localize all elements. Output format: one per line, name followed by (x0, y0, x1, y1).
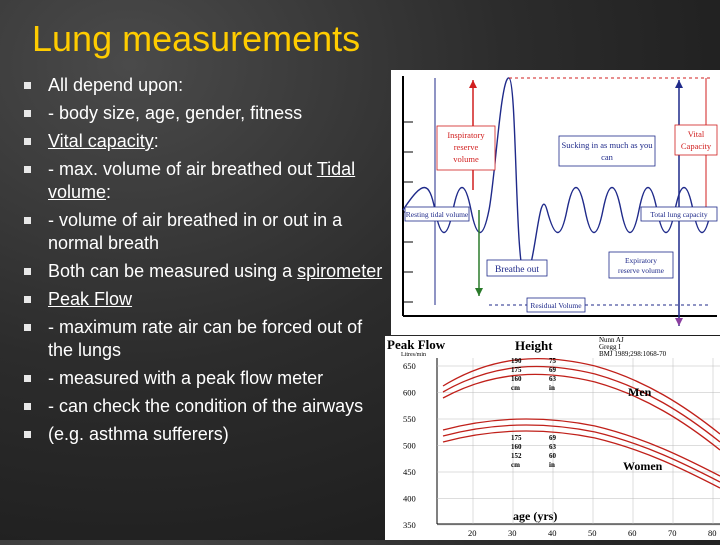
y-tick-label: 550 (403, 414, 416, 424)
slide-title: Lung measurements (32, 18, 361, 59)
peak-flow-curve (443, 359, 720, 434)
bullet-marker (24, 375, 31, 382)
vital-label-2: Capacity (680, 141, 712, 151)
x-tick-label: 50 (588, 528, 597, 538)
height-value: in (549, 461, 555, 469)
bullet-marker (24, 110, 31, 117)
height-value: 69 (549, 434, 556, 442)
expiratory-label-2: reserve volume (617, 266, 665, 275)
inspiratory-label-1: Inspiratory (447, 130, 485, 140)
x-tick-label: 70 (668, 528, 677, 538)
pf-source-2: Gregg I (599, 343, 621, 351)
bullet-text: - body size, age, gender, fitness (48, 103, 303, 123)
height-value: 175 (511, 434, 522, 442)
bullet-marker (24, 166, 31, 173)
y-tick-label: 600 (403, 387, 416, 398)
inspiratory-label-2: reserve (453, 142, 479, 152)
bullet-text: Vital capacity (48, 131, 154, 151)
sucking-label-2: can (601, 152, 613, 162)
height-value: 160 (511, 443, 522, 451)
bullet-marker (24, 138, 31, 145)
x-tick-label: 40 (548, 528, 557, 538)
height-value: cm (511, 461, 520, 469)
height-value: 190 (511, 357, 522, 365)
bullet-marker (24, 268, 31, 275)
bullet-marker (24, 296, 31, 303)
men-label: Men (628, 385, 652, 399)
bullet-item (24, 260, 384, 283)
height-value: 152 (511, 452, 522, 460)
pf-units: Litres/min (401, 352, 426, 358)
height-value: 60 (549, 452, 556, 460)
bullet-item (24, 288, 384, 311)
bullet-marker (24, 217, 31, 224)
x-tick-label: 20 (468, 528, 477, 538)
x-tick-label: 60 (628, 528, 637, 538)
height-value: 75 (549, 357, 556, 365)
bullet-item (24, 74, 384, 97)
bullet-text: - maximum rate air can be forced out of the lungs (48, 317, 363, 360)
x-tick-label: 30 (508, 528, 517, 538)
bullet-item (24, 209, 384, 255)
height-value: in (549, 384, 555, 392)
inspiratory-label-3: volume (453, 154, 479, 164)
y-tick-label: 450 (403, 467, 416, 477)
bullet-item (24, 367, 384, 390)
vital-label-1: Vital (687, 129, 705, 139)
bullet-list (24, 74, 384, 451)
bullet-item (24, 316, 384, 362)
bullet-item (24, 158, 384, 204)
resting-tidal-label: Resting tidal volume (405, 210, 469, 219)
height-value: cm (511, 384, 520, 392)
residual-label: Residual Volume (530, 301, 582, 310)
y-tick-label: 650 (403, 361, 416, 371)
bullet-marker (24, 324, 31, 331)
pf-x-title: age (yrs) (513, 509, 558, 523)
peak-flow-chart (385, 336, 720, 540)
y-tick-label: 500 (403, 440, 416, 451)
breathe-out-label: Breathe out (494, 265, 540, 275)
pf-title: Peak Flow (387, 337, 446, 352)
height-value: 160 (511, 375, 522, 383)
height-value: 175 (511, 366, 522, 374)
women-label: Women (623, 459, 663, 473)
bullet-text: - max. volume of air breathed out (48, 159, 317, 179)
peak-flow-curve (443, 431, 720, 488)
bullet-text: - can check the condition of the airways (48, 396, 364, 416)
bullet-item (24, 130, 384, 153)
spiro-breathing-trace (403, 78, 711, 275)
bullet-text: spirometer (297, 261, 383, 281)
bullet-text: Tidal volume (48, 159, 356, 202)
height-value: 69 (549, 366, 556, 374)
sucking-label-1: Sucking in as much as you (561, 140, 653, 150)
bullet-text: Peak Flow (48, 289, 133, 309)
bullet-text: : (153, 131, 159, 151)
pf-source-3: BMJ 1989;298:1068-70 (599, 350, 667, 358)
bullet-item (24, 395, 384, 418)
height-value: 63 (549, 375, 556, 383)
expiratory-label-1: Expiratory (624, 256, 658, 265)
pf-source-1: Nunn AJ (599, 336, 624, 344)
pf-height-title: Height (515, 338, 553, 353)
bullet-text: - measured with a peak flow meter (48, 368, 324, 388)
bullet-marker (24, 403, 31, 410)
y-tick-label: 350 (403, 520, 416, 530)
bullet-text: - volume of air breathed in or out in a normal breath (48, 210, 343, 253)
height-value: 63 (549, 443, 556, 451)
bullet-text: All depend upon: (48, 75, 184, 95)
bullet-marker (24, 431, 31, 438)
y-tick-label: 400 (403, 493, 416, 504)
bullet-text: (e.g. asthma sufferers) (48, 424, 229, 444)
bullet-text: : (106, 182, 112, 202)
bullet-item (24, 102, 384, 125)
total-lung-label: Total lung capacity (650, 210, 708, 219)
bullet-item (24, 423, 384, 446)
bullet-text: Both can be measured using a (48, 261, 298, 281)
x-tick-label: 80 (708, 528, 717, 538)
bullet-marker (24, 82, 31, 89)
spirometer-diagram (391, 70, 720, 335)
